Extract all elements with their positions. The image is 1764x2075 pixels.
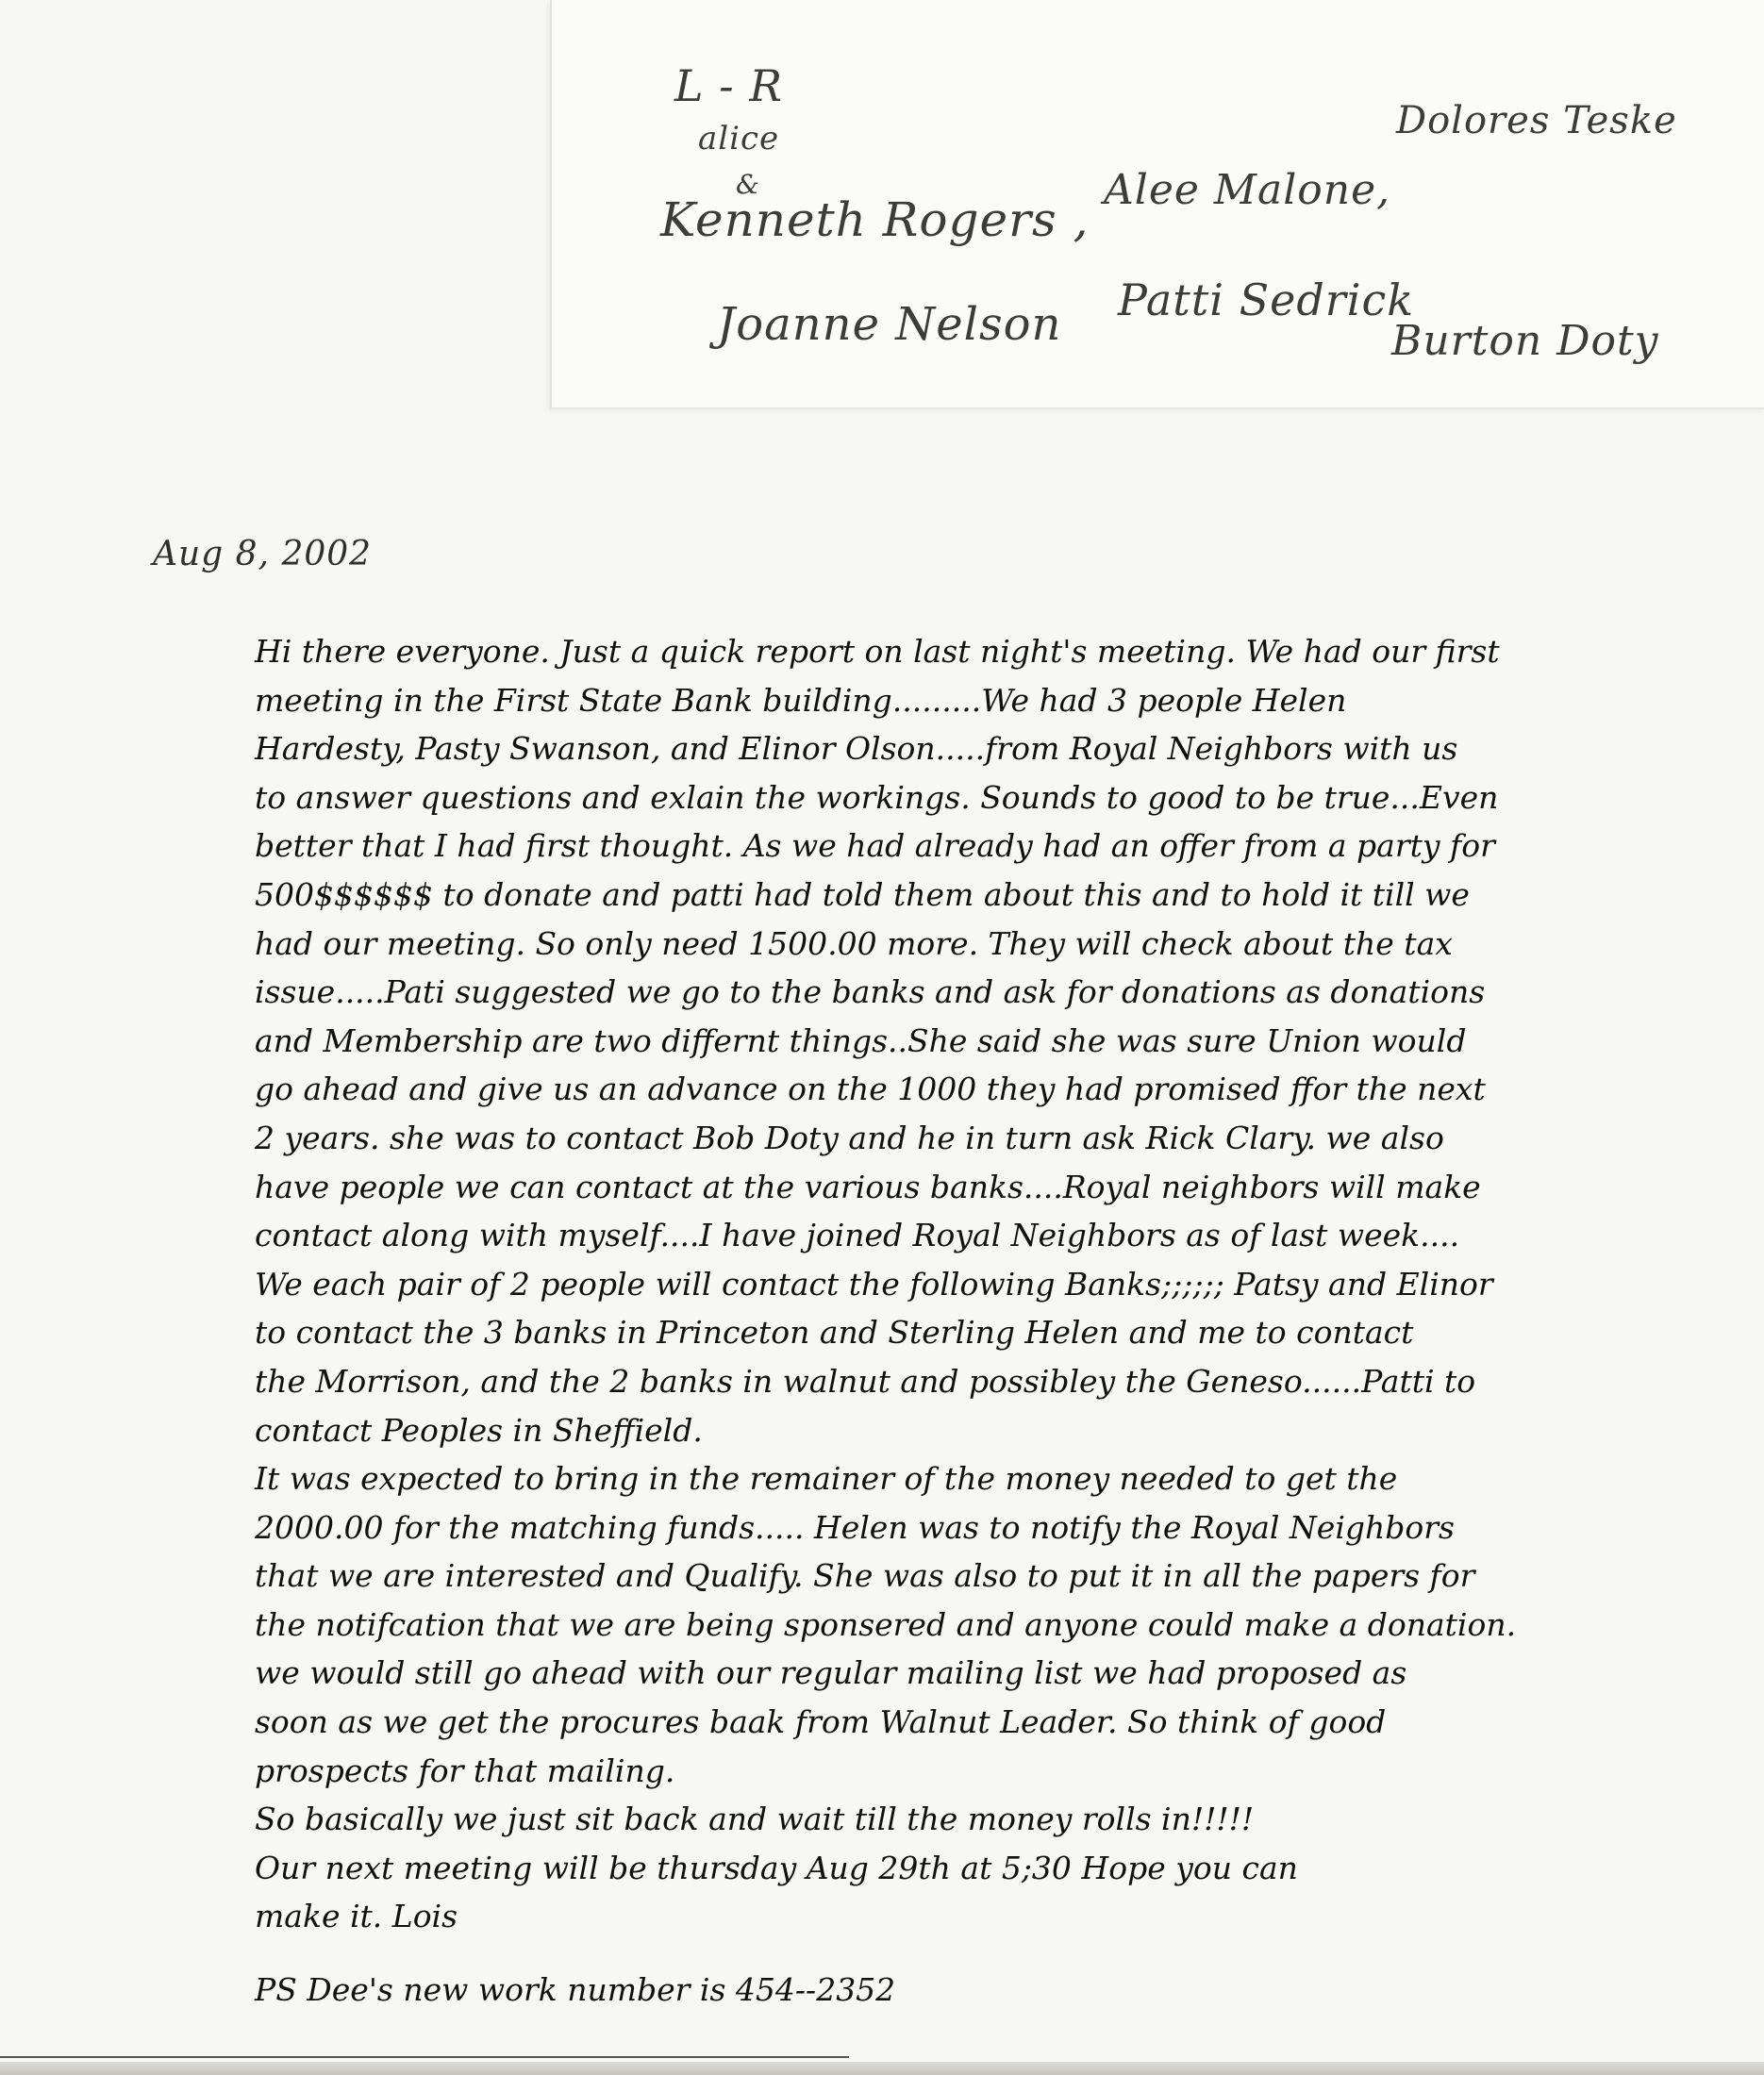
letter-line: Hardesty, Pasty Swanson, and Elinor Olson.....from Royal Neighbors with us: [255, 730, 1458, 768]
caption-card: [550, 0, 1764, 409]
caption-names-row3: Burton Doty: [1391, 317, 1659, 365]
letter-line: better that I had first thought. As we had already had an offer from a party for: [255, 827, 1495, 865]
letter-line: Hi there everyone. Just a quick report on last night's meeting. We had our first: [255, 633, 1500, 670]
caption-names-row1-b: Alee Malone,: [1104, 166, 1391, 214]
letter-line: It was expected to bring in the remainer of the money needed to get the: [255, 1460, 1398, 1498]
letter-line: to contact the 3 banks in Princeton and Sterling Helen and me to contact: [255, 1314, 1414, 1352]
letter-line: 2000.00 for the matching funds..... Helen was to notify the Royal Neighbors: [255, 1508, 1455, 1546]
caption-names-row1-c: Dolores Teske: [1396, 99, 1677, 142]
letter-line: 500$$$$$$ to donate and patti had told them about this and to hold it till we: [255, 875, 1470, 913]
letter-line: and Membership are two differnt things..She said she was sure Union would: [255, 1021, 1467, 1059]
letter-line: We each pair of 2 people will contact the following Banks;;;;;; Patsy and Elinor: [255, 1265, 1493, 1303]
letter-line: So basically we just sit back and wait till the money rolls in!!!!!: [255, 1801, 1255, 1838]
letter-ps: PS Dee's new work number is 454--2352: [255, 1971, 896, 2008]
letter-line: Our next meeting will be thursday Aug 29th at 5;30 Hope you can: [255, 1849, 1298, 1886]
letter-line: 2 years. she was to contact Bob Doty and he in turn ask Rick Clary. we also: [255, 1119, 1444, 1156]
letter-line: make it. Lois: [255, 1898, 458, 1935]
letter-line: meeting in the First State Bank building.........We had 3 people Helen: [255, 681, 1347, 719]
scan-edge-line: [0, 2056, 849, 2058]
caption-first-name: alice: [698, 120, 780, 158]
letter-line: we would still go ahead with our regular mailing list we had proposed as: [255, 1654, 1407, 1692]
letter-line: soon as we get the procures baak from Walnut Leader. So think of good: [255, 1703, 1387, 1741]
caption-lr: L - R: [674, 60, 783, 111]
scan-edge-strip: [0, 2062, 1764, 2075]
letter-line: have people we can contact at the various banks....Royal neighbors will make: [255, 1168, 1481, 1205]
caption-names-row2-a: Joanne Nelson: [717, 298, 1062, 351]
letter-line: to answer questions and exlain the workings. Sounds to good to be true...Even: [255, 778, 1499, 816]
letter-line: had our meeting. So only need 1500.00 more. They will check about the tax: [255, 924, 1453, 962]
letter-line: the notifcation that we are being sponsered and anyone could make a donation.: [255, 1605, 1517, 1643]
caption-names-row1-a: Kenneth Rogers ,: [660, 192, 1090, 247]
caption-names-row2-b: Patti Sedrick: [1118, 274, 1415, 325]
letter-line: prospects for that mailing.: [255, 1751, 675, 1789]
letter-date: Aug 8, 2002: [153, 535, 373, 573]
letter-line: contact Peoples in Sheffield.: [255, 1411, 703, 1449]
letter-line: that we are interested and Qualify. She was also to put it in all the papers for: [255, 1557, 1475, 1595]
letter-line: the Morrison, and the 2 banks in walnut and possibley the Geneso......Patti to: [255, 1362, 1476, 1400]
letter-line: issue.....Pati suggested we go to the banks and ask for donations as donations: [255, 973, 1486, 1011]
letter-body: [255, 627, 1556, 1941]
caption-ampersand: &: [736, 169, 760, 200]
letter-line: go ahead and give us an advance on the 1000 they had promised ffor the next: [255, 1071, 1486, 1108]
letter-line: contact along with myself....I have joined Royal Neighbors as of last week....: [255, 1217, 1460, 1254]
